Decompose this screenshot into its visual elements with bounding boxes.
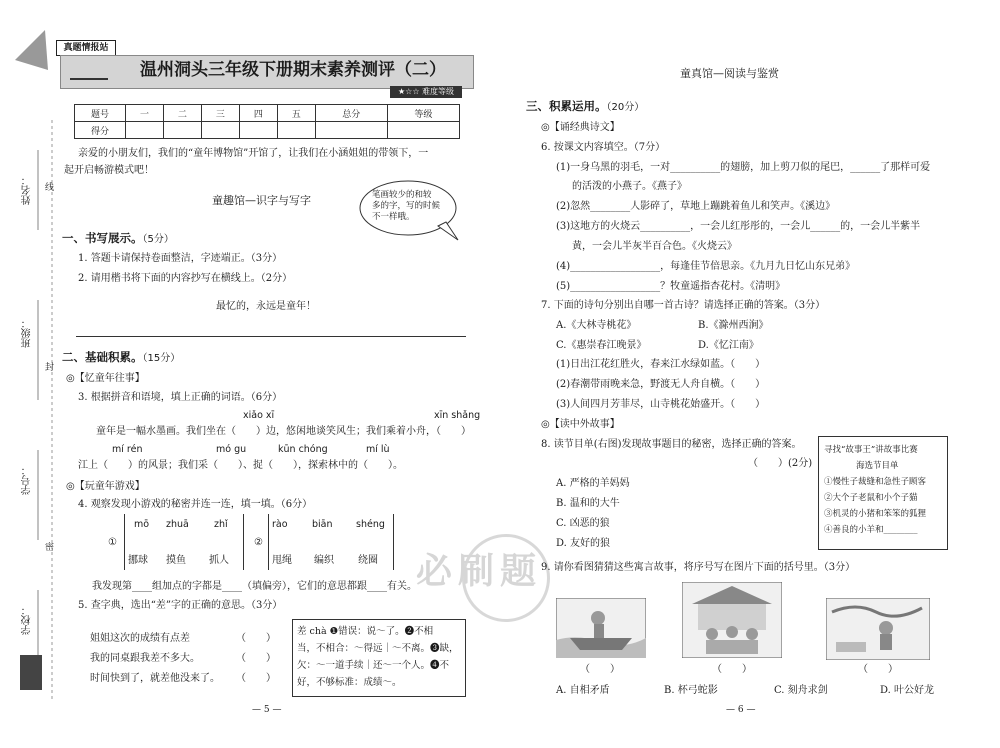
score-input[interactable] <box>239 122 277 139</box>
score-input[interactable] <box>277 122 315 139</box>
score-table <box>74 104 460 139</box>
q9-answer-paren[interactable]: （ ） <box>712 664 752 675</box>
game-word[interactable]: 摸鱼 <box>166 555 186 566</box>
pinyin: zhǐ <box>214 519 228 530</box>
question-6: 6. 按课文内容填空。（7分） <box>541 142 666 153</box>
game-word[interactable]: 绕圈 <box>358 555 378 566</box>
subsection-label: ◎【忆童年往事】 <box>66 373 145 384</box>
score-table-header <box>75 105 460 122</box>
q5-sentence: 时间快到了，就差他没来了。 <box>90 673 220 684</box>
pinyin: mó gu <box>216 444 247 455</box>
fable-picture-boat <box>556 598 646 658</box>
dictionary-text: 差 chà ❶错误：说～了。❷不相 <box>297 626 434 637</box>
intro-text: 亲爱的小朋友们，我们的“童年博物馆”开馆了，让我们在小涵姐姐的带领下，一 <box>78 148 429 159</box>
subsection-label: ◎【读中外故事】 <box>541 419 620 430</box>
score-table-row <box>75 122 460 139</box>
q8-option: C. 凶恶的狼 <box>556 518 610 529</box>
fable-picture-banquet <box>682 582 782 658</box>
score-input[interactable] <box>315 122 387 139</box>
subsection-label: ◎【诵经典诗文】 <box>541 122 620 133</box>
score-cell: 三 <box>201 105 239 122</box>
dictionary-text: 好，不够标准：成绩～。 <box>297 677 402 688</box>
q7-option: D.《忆江南》 <box>698 340 759 351</box>
q8-answer[interactable]: （ ）(2分) <box>748 458 813 469</box>
dictionary-text: 欠：～一道手续｜还～一个人。❹不 <box>297 660 450 671</box>
score-cell: 一 <box>126 105 164 122</box>
section-score: （20分） <box>606 102 645 113</box>
program-subtitle: 海选节目单 <box>856 461 899 471</box>
fable-picture-dragon <box>826 598 930 660</box>
question-5: 5. 查字典，选出“差”字的正确的意思。（3分） <box>78 600 283 611</box>
q7-option: A.《大林寺桃花》 <box>556 320 637 331</box>
pinyin: zhuā <box>166 519 189 530</box>
question-3-line-2: 江上（ ）的风景；我们采（ ）、捉（ ），探索林中的（ ）。 <box>78 460 403 471</box>
q7-option: B.《滁州西涧》 <box>698 320 769 331</box>
score-input[interactable] <box>387 122 459 139</box>
program-item: ②大个子老鼠和小个子猫 <box>824 493 918 503</box>
section-title <box>526 99 644 115</box>
pinyin: mō <box>134 519 150 530</box>
q7-item: (3)人间四月芳菲尽，山寺桃花始盛开。（ ） <box>556 399 766 410</box>
game-word[interactable]: 挪球 <box>128 555 148 566</box>
pinyin: kūn chóng <box>278 444 328 455</box>
side-mark-seal: 封 <box>45 363 55 373</box>
pinyin: rào <box>272 519 288 530</box>
game-group-number: ② <box>254 537 263 548</box>
question-3-line-1: 童年是一幅水墨画。我们坐在（ ）边，悠闲地谈笑风生；我们乘着小舟，（ ） <box>96 426 471 437</box>
score-cell: 二 <box>163 105 201 122</box>
section-score: （5分） <box>142 234 174 245</box>
game-word[interactable]: 甩绳 <box>272 555 292 566</box>
program-item: ④善良的小羊和________ <box>824 525 918 535</box>
section-title-text: 二、基础积累。 <box>62 350 143 364</box>
hall-heading: 童趣馆—识字与写字 <box>212 194 311 207</box>
q9-option: C. 刻舟求剑 <box>774 685 828 696</box>
program-item: ③机灵的小猪和笨笨的狐狸 <box>824 509 927 519</box>
side-mark-fold: 密 <box>45 543 55 553</box>
score-input[interactable] <box>126 122 164 139</box>
hall-heading: 童真馆—阅读与鉴赏 <box>680 67 779 80</box>
dictionary-text: 当，不相合：～得远｜～不离。❸缺， <box>297 643 459 654</box>
page-title: 温州洞头三年级下册期末素养测评（二） <box>140 60 446 80</box>
program-title: 寻找“故事王”讲故事比赛 <box>824 445 918 455</box>
side-label-school: 学校： <box>22 605 33 635</box>
difficulty-badge: ★☆☆ 难度等级 <box>390 86 462 98</box>
score-cell: 等级 <box>387 105 459 122</box>
side-label-class: 班级： <box>22 318 33 348</box>
question-7: 7. 下面的诗句分别出自哪一首古诗？请选择正确的答案。（3分） <box>541 300 826 311</box>
q9-option: A. 自相矛盾 <box>556 685 610 696</box>
game-group-number: ① <box>108 537 117 548</box>
q6-item: (1)一身乌黑的羽毛，一对__________的翅膀，加上剪刀似的尾巴，______了那样可爱 <box>556 162 931 173</box>
bubble-text: 不一样哦。 <box>372 212 415 222</box>
pinyin: xīn shǎng <box>434 410 481 421</box>
question-9: 9. 请你看图猜猜这些寓言故事，将序号写在图片下面的括号里。（3分） <box>541 562 856 573</box>
q5-sentence: 姐姐这次的成绩有点差 <box>90 633 190 644</box>
q5-answer-paren[interactable]: （ ） <box>236 673 276 684</box>
pinyin: xiǎo xī <box>243 410 275 421</box>
q8-option: A. 严格的羊妈妈 <box>556 478 630 489</box>
q6-item: 黄，一会儿半灰半百合色。《火烧云》 <box>572 241 737 252</box>
score-input[interactable] <box>163 122 201 139</box>
pinyin: mí lù <box>366 444 390 455</box>
q7-item: (2)春潮带雨晚来急，野渡无人舟自横。（ ） <box>556 379 766 390</box>
section-title <box>62 350 180 366</box>
question-4: 4. 观察发现小游戏的秘密并连一连，填一填。（6分） <box>78 499 313 510</box>
game-word[interactable]: 抓人 <box>209 555 229 566</box>
question-8: 8. 读节目单(右图)发现故事题目的秘密，选择正确的答案。 <box>541 439 802 450</box>
q7-option: C.《惠崇春江晚景》 <box>556 340 647 351</box>
section-score: （15分） <box>142 353 181 364</box>
pinyin: shéng <box>356 519 385 530</box>
q9-answer-paren[interactable]: （ ） <box>580 664 620 675</box>
pinyin: mí rén <box>112 444 143 455</box>
question-4-fill: 我发现第____组加点的字都是____（填偏旁），它们的意思都跟____有关。 <box>92 581 417 592</box>
side-label-id: 学号： <box>22 465 33 495</box>
intro-text: 起开启畅游模式吧！ <box>64 165 154 176</box>
question-2: 2. 请用楷书将下面的内容抄写在横线上。（2分） <box>78 273 293 284</box>
score-cell: 五 <box>277 105 315 122</box>
score-cell: 四 <box>239 105 277 122</box>
game-word[interactable]: 编织 <box>314 555 334 566</box>
binding-strip <box>0 0 60 748</box>
section-title-text: 三、积累运用。 <box>526 99 607 113</box>
q8-option: B. 温和的大牛 <box>556 498 620 509</box>
q6-item: (3)这地方的火烧云__________，一会儿红彤彤的，一会儿______的，一会儿半紫半 <box>556 221 921 232</box>
page-number: — 5 — <box>252 705 282 715</box>
question-3: 3. 根据拼音和语境，填上正确的词语。（6分） <box>78 392 283 403</box>
program-item: ①慢性子裁缝和急性子顾客 <box>824 477 927 487</box>
title-banner-accent <box>70 72 108 80</box>
copy-text: 最忆的，永远是童年！ <box>216 301 316 312</box>
q9-option: D. 叶公好龙 <box>880 685 935 696</box>
q9-option: B. 杯弓蛇影 <box>664 685 718 696</box>
score-cell: 总分 <box>315 105 387 122</box>
score-input[interactable] <box>201 122 239 139</box>
q5-answer-paren[interactable]: （ ） <box>236 653 276 664</box>
copy-answer-line[interactable] <box>76 336 466 337</box>
page-number: — 6 — <box>726 705 756 715</box>
q6-item: (5)__________________？牧童遥指杏花村。《清明》 <box>556 281 786 292</box>
watermark: 必刷题 <box>416 551 543 592</box>
bubble-text: 笔画较少的和较 <box>372 190 432 200</box>
q8-option: D. 友好的狼 <box>556 538 611 549</box>
q7-item: (1)日出江花红胜火，春来江水绿如蓝。（ ） <box>556 359 766 370</box>
q5-sentence: 我的同桌跟我差不多大。 <box>90 653 200 664</box>
q5-answer-paren[interactable]: （ ） <box>236 633 276 644</box>
q6-item: (4)__________________，每逢佳节倍思亲。《九月九日忆山东兄弟》 <box>556 261 856 272</box>
score-cell: 得分 <box>75 122 126 139</box>
side-label-name: 姓名： <box>22 175 33 205</box>
q9-answer-paren[interactable]: （ ） <box>858 664 898 675</box>
side-mark-line: 线 <box>45 183 55 193</box>
logo-badge: 真题情报站 <box>56 40 116 56</box>
subsection-label: ◎【玩童年游戏】 <box>66 481 145 492</box>
q6-item: (2)忽然________人影碎了，草地上蹦跳着鱼儿和笑声。《溪边》 <box>556 201 836 212</box>
section-title-text: 一、书写展示。 <box>62 231 143 245</box>
pinyin: biān <box>312 519 333 530</box>
question-1: 1. 答题卡请保持卷面整洁，字迹端正。（3分） <box>78 253 283 264</box>
bubble-text: 多的字，写的时候 <box>372 201 441 211</box>
section-title <box>62 231 174 247</box>
score-cell: 题号 <box>75 105 126 122</box>
q6-item: 的活泼的小燕子。《燕子》 <box>572 181 687 192</box>
